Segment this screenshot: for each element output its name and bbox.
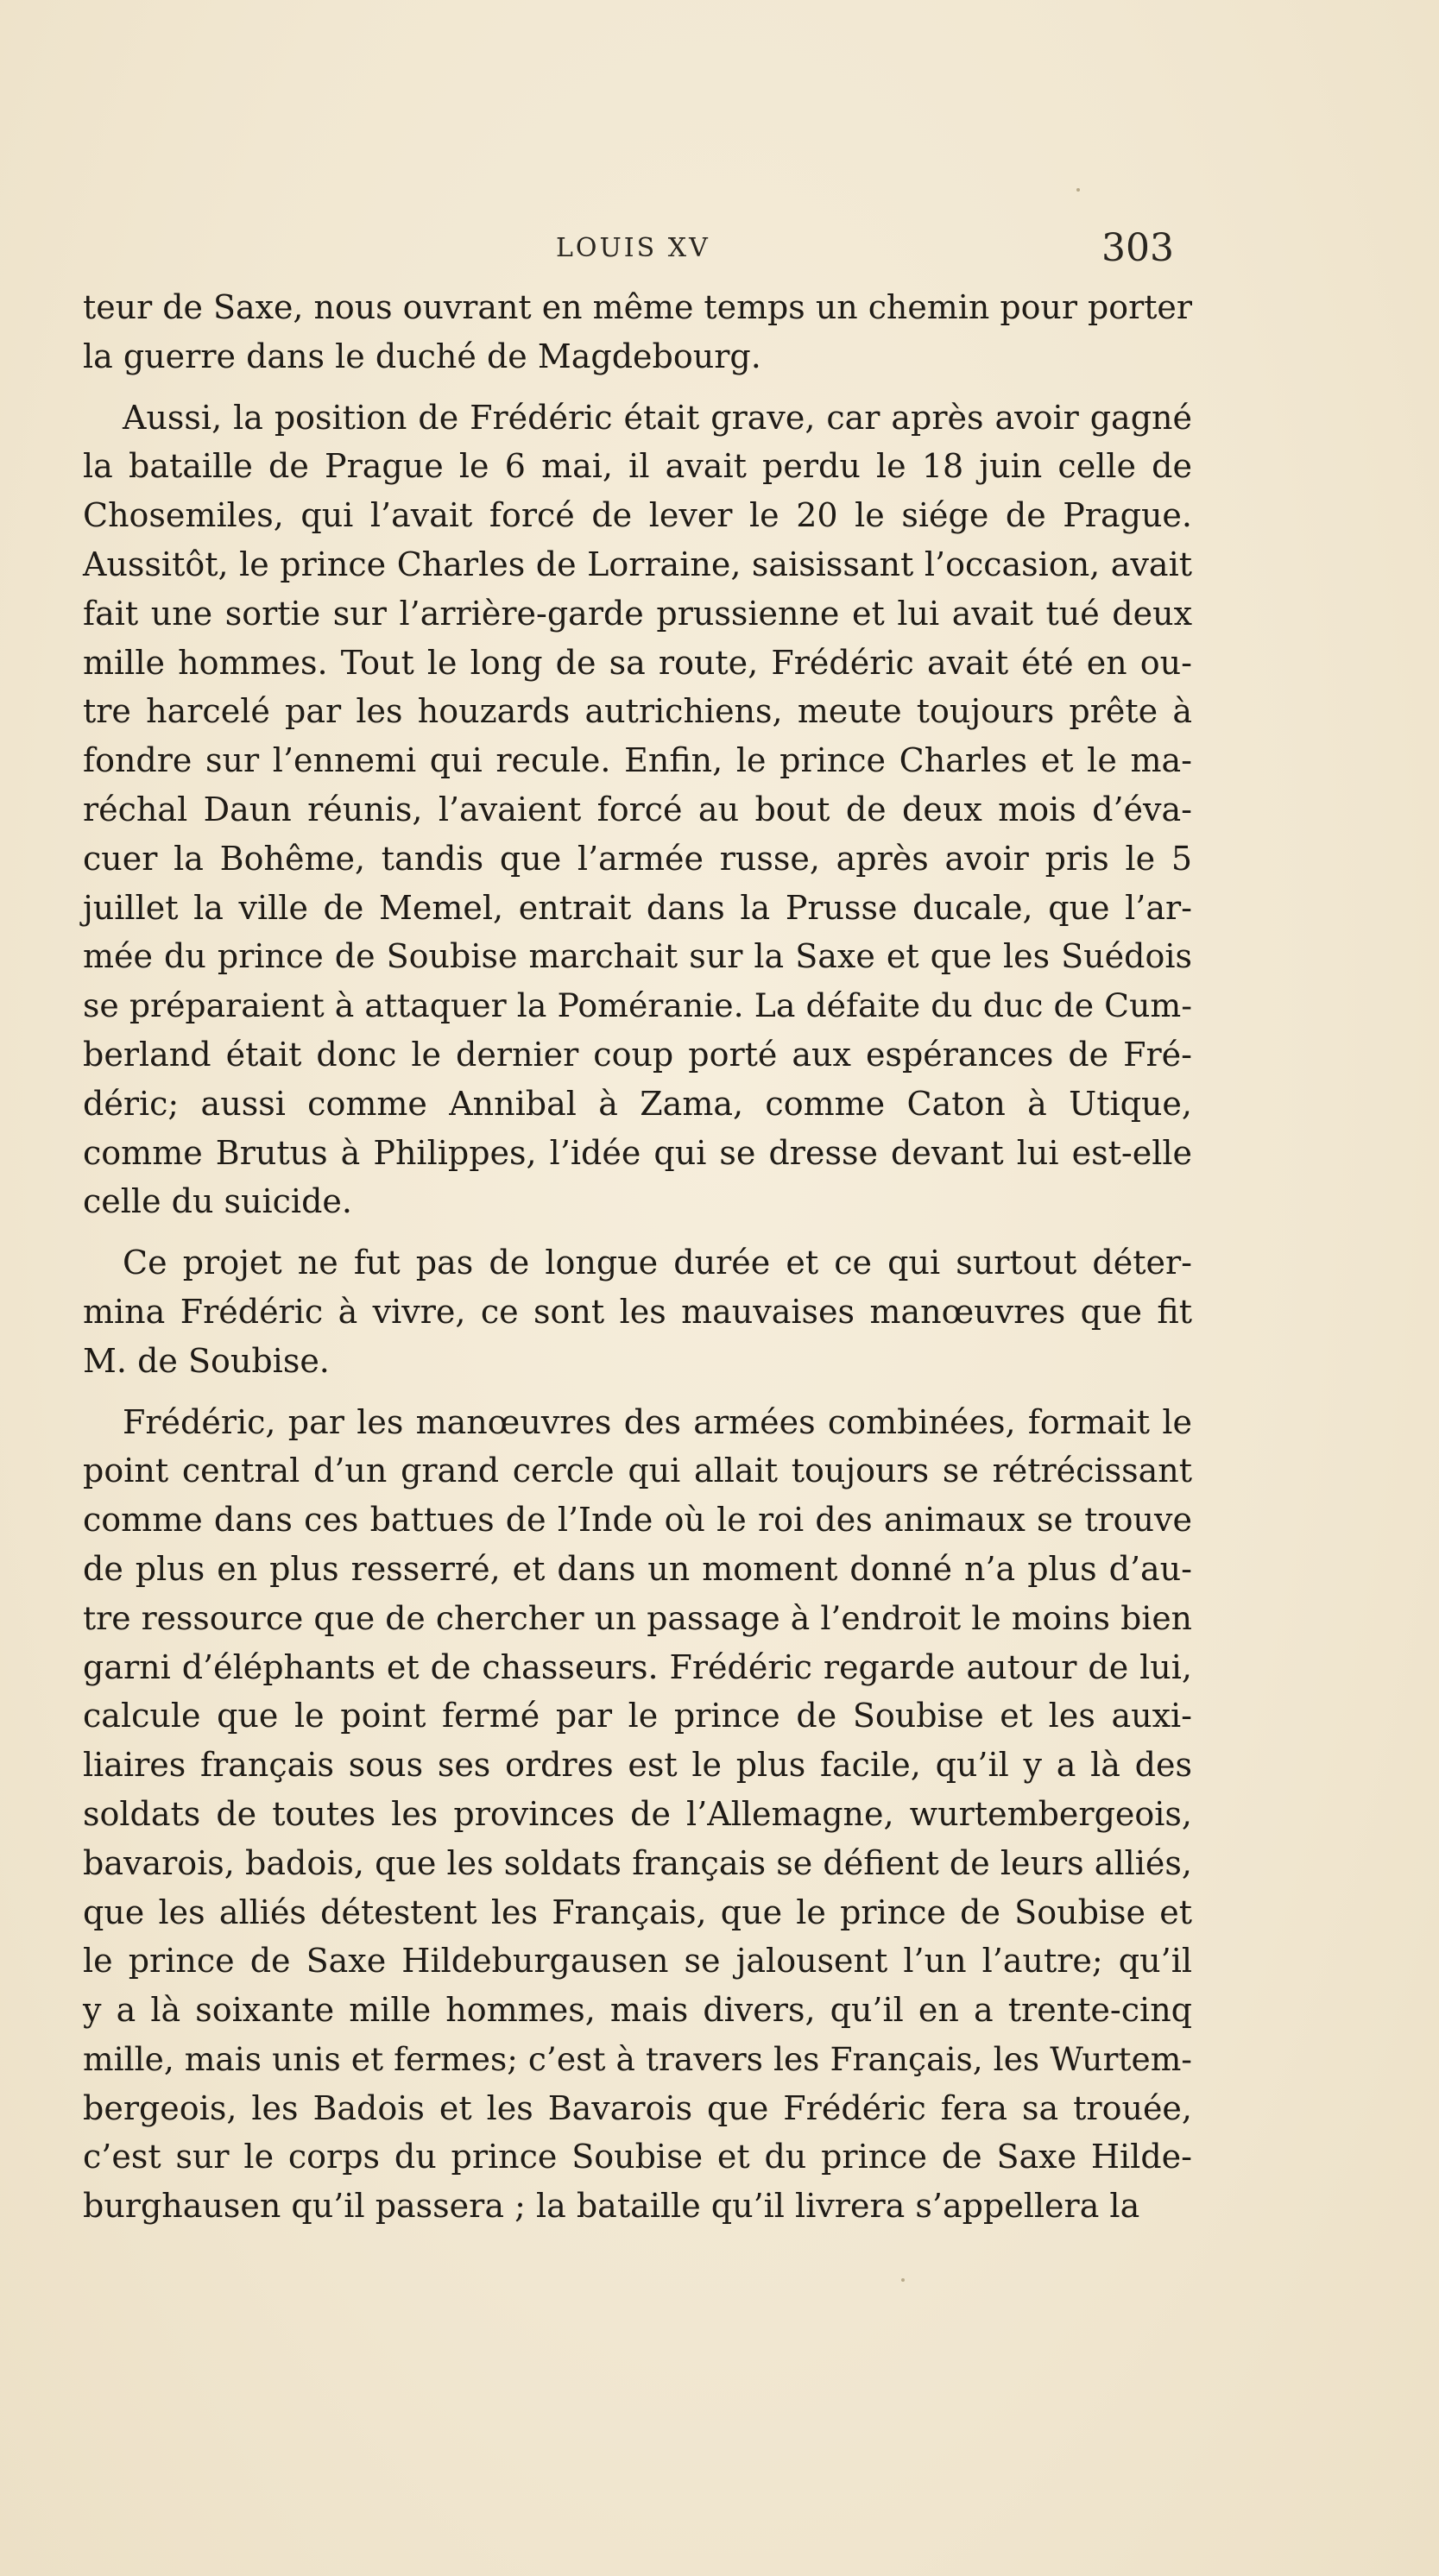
text-line: le prince de Saxe Hildeburgausen se jalousent l’un l’autre; qu’il: [83, 1942, 1192, 1981]
text-line: calcule que le point fermé par le prince de Soubise et les auxi-: [83, 1697, 1192, 1735]
body-text: [83, 283, 1192, 2243]
text-line: mée du prince de Soubise marchait sur la Saxe et que les Suédois: [83, 937, 1192, 976]
text-line: bavarois, badois, que les soldats français se défient de leurs alliés,: [83, 1843, 1192, 1882]
text-line: mille hommes. Tout le long de sa route, Frédéric avait été en ou-: [83, 643, 1192, 682]
paper-speck: [1076, 188, 1080, 192]
text-line: celle du suicide.: [83, 1182, 352, 1221]
paragraph: [83, 1238, 1192, 1385]
text-line: Ce projet ne fut pas de longue durée et ce qui surtout déter-: [123, 1244, 1192, 1282]
text-line: soldats de toutes les provinces de l’Allemagne, wurtembergeois,: [83, 1794, 1192, 1833]
text-line: tre ressource que de chercher un passage à l’endroit le moins bien: [83, 1598, 1192, 1637]
text-line: juillet la ville de Memel, entrait dans la Prusse ducale, que l’ar-: [83, 888, 1192, 927]
text-line: bergeois, les Badois et les Bavarois que Frédéric fera sa trouée,: [83, 2088, 1192, 2127]
text-line: se préparaient à attaquer la Poméranie. La défaite du duc de Cum-: [83, 986, 1192, 1025]
text-line: teur de Saxe, nous ouvrant en même temps un chemin pour porter: [83, 288, 1192, 326]
text-line: liaires français sous ses ordres est le plus facile, qu’il y a là des: [83, 1746, 1192, 1785]
text-line: tre harcelé par les houzards autrichiens, meute toujours prête à: [83, 692, 1192, 731]
paper-speck: [901, 2278, 905, 2282]
text-line: de plus en plus resserré, et dans un moment donné n’a plus d’au-: [83, 1549, 1192, 1588]
text-line: Aussi, la position de Frédéric était grave, car après avoir gagné: [123, 398, 1192, 437]
running-title: LOUIS XV: [556, 233, 710, 263]
text-line: mille, mais unis et fermes; c’est à travers les Français, les Wurtem-: [83, 2039, 1192, 2078]
text-line: berland était donc le dernier coup porté aux espérances de Fré-: [83, 1035, 1192, 1074]
text-line: la bataille de Prague le 6 mai, il avait perdu le 18 juin celle de: [83, 447, 1192, 486]
text-line: comme dans ces battues de l’Inde où le roi des animaux se trouve: [83, 1501, 1192, 1540]
text-line: garni d’éléphants et de chasseurs. Frédéric regarde autour de lui,: [83, 1647, 1192, 1686]
text-line: réchal Daun réunis, l’avaient forcé au bout de deux mois d’éva-: [83, 790, 1192, 828]
text-line: Chosemiles, qui l’avait forcé de lever le 20 le siége de Prague.: [83, 496, 1192, 535]
paragraph: [83, 394, 1192, 1227]
paragraph: [83, 1398, 1192, 2232]
text-line: comme Brutus à Philippes, l’idée qui se dresse devant lui est-elle: [83, 1133, 1192, 1172]
text-line: c’est sur le corps du prince Soubise et du prince de Saxe Hilde-: [83, 2138, 1192, 2176]
page-header: [83, 226, 1181, 278]
text-line: cuer la Bohême, tandis que l’armée russe, après avoir pris le 5: [83, 839, 1192, 878]
text-line: déric; aussi comme Annibal à Zama, comme Caton à Utique,: [83, 1084, 1192, 1123]
page-number: 303: [1101, 226, 1174, 270]
text-line: fondre sur l’ennemi qui recule. Enfin, le prince Charles et le ma-: [83, 741, 1192, 780]
text-line: M. de Soubise.: [83, 1341, 330, 1380]
text-line: fait une sortie sur l’arrière-garde prussienne et lui avait tué deux: [83, 594, 1192, 633]
text-line: point central d’un grand cercle qui allait toujours se rétrécissant: [83, 1452, 1192, 1490]
text-line: y a là soixante mille hommes, mais divers, qu’il en a trente-cinq: [83, 1991, 1192, 2030]
text-line: que les alliés détestent les Français, que le prince de Soubise et: [83, 1893, 1192, 1931]
text-line: mina Frédéric à vivre, ce sont les mauvaises manœuvres que fit: [83, 1292, 1192, 1331]
paragraph: [83, 283, 1192, 381]
text-line: Frédéric, par les manœuvres des armées combinées, formait le: [123, 1402, 1192, 1441]
text-line: Aussitôt, le prince Charles de Lorraine, saisissant l’occasion, avait: [83, 545, 1192, 583]
text-line: la guerre dans le duché de Magdebourg.: [83, 337, 761, 375]
text-line: burghausen qu’il passera ; la bataille qu’il livrera s’appellera la: [83, 2187, 1140, 2226]
